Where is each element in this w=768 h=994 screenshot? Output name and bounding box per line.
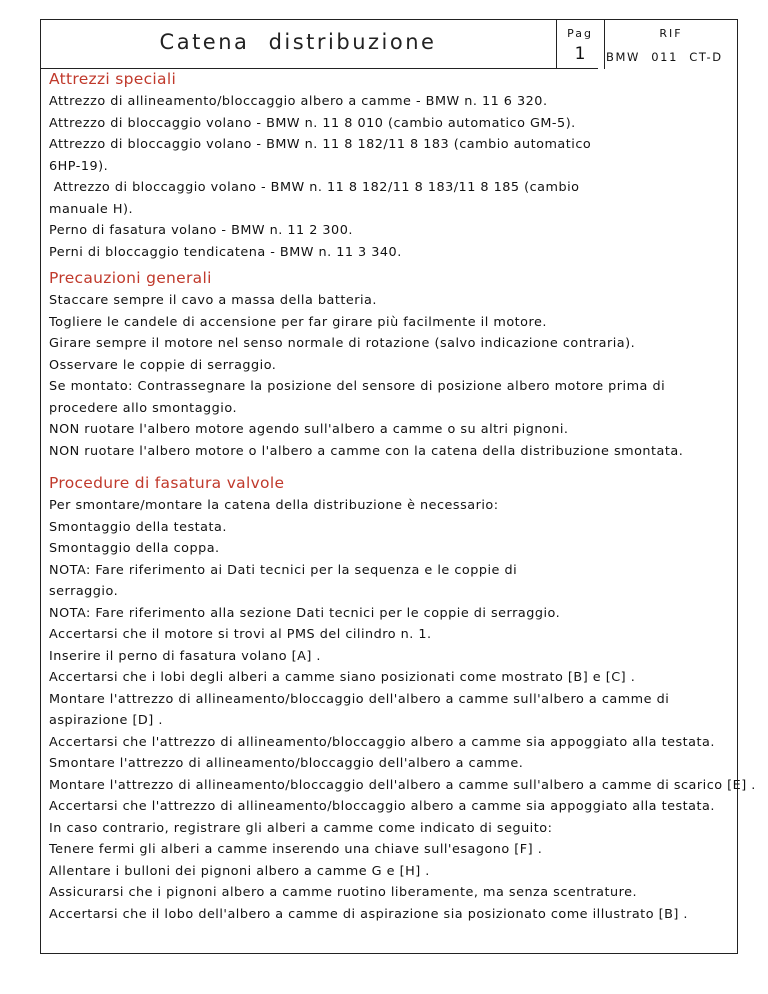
- text-line: Girare sempre il motore nel senso normale di rotazione (salvo indicazione contraria).: [49, 336, 636, 351]
- section-valve-timing: [49, 472, 756, 925]
- text-line: Tenere fermi gli alberi a camme inserendo una chiave sull'esagono [F] .: [49, 842, 543, 857]
- section-heading: Precauzioni generali: [49, 269, 212, 287]
- text-line: Allentare i bulloni dei pignoni albero a camme G e [H] .: [49, 863, 430, 879]
- text-line: NON ruotare l'albero motore agendo sull'albero a camme o su altri pignoni.: [49, 422, 569, 437]
- text-line: Accertarsi che i lobi degli alberi a camme siano posizionati come mostrato [B] e [C] .: [49, 670, 636, 685]
- text-line: Togliere le candele di accensione per far girare più facilmente il motore.: [49, 314, 547, 330]
- reference-label: RIF: [659, 27, 683, 40]
- text-line: Attrezzo di bloccaggio volano - BMW n. 11 8 182/11 8 183/11 8 185 (cambio: [49, 180, 580, 195]
- text-line: NON ruotare l'albero motore o l'albero a camme con la catena della distribuzione smontata.: [49, 443, 684, 459]
- page-number: 1: [574, 44, 586, 64]
- text-line: Per smontare/montare la catena della distribuzione è necessario:: [49, 498, 499, 513]
- text-line: Smontare l'attrezzo di allineamento/bloccaggio dell'albero a camme.: [49, 756, 524, 771]
- reference-code: BMW 011 CT-D: [606, 50, 723, 64]
- text-line: manuale H).: [49, 201, 134, 217]
- text-line: NOTA: Fare riferimento alla sezione Dati tecnici per le coppie di serraggio.: [49, 605, 561, 621]
- text-line: Montare l'attrezzo di allineamento/bloccaggio dell'albero a camme sull'albero a camme di: [49, 691, 670, 707]
- text-line: procedere allo smontaggio.: [49, 400, 238, 416]
- text-line: Attrezzo di bloccaggio volano - BMW n. 11 8 010 (cambio automatico GM-5).: [49, 115, 576, 131]
- text-line: Accertarsi che l'attrezzo di allineamento/bloccaggio albero a camme sia appoggiato alla testata.: [49, 734, 715, 750]
- section-heading: Procedure di fasatura valvole: [49, 474, 285, 492]
- text-line: Accertarsi che il motore si trovi al PMS del cilindro n. 1.: [49, 627, 432, 642]
- text-line: Accertarsi che l'attrezzo di allineamento/bloccaggio albero a camme sia appoggiato alla testata.: [49, 799, 715, 814]
- text-line: aspirazione [D] .: [49, 713, 163, 728]
- section-special-tools: [49, 68, 734, 263]
- section-heading: Attrezzi speciali: [49, 70, 177, 88]
- text-line: Smontaggio della coppa.: [49, 541, 220, 556]
- page-label: Pag: [567, 27, 593, 40]
- text-line: Attrezzo di bloccaggio volano - BMW n. 11 8 182/11 8 183 (cambio automatico: [49, 137, 592, 152]
- text-line: Assicurarsi che i pignoni albero a camme ruotino liberamente, ma senza scentrature.: [49, 885, 638, 900]
- text-line: Perni di bloccaggio tendicatena - BMW n. 11 3 340.: [49, 244, 402, 260]
- text-line: 6HP-19).: [49, 158, 109, 174]
- text-line: Smontaggio della testata.: [49, 519, 227, 535]
- text-line: Montare l'attrezzo di allineamento/bloccaggio dell'albero a camme sull'albero a camme di scarico [E] .: [49, 777, 756, 793]
- document-title: Catena distribuzione: [159, 30, 437, 54]
- text-line: NOTA: Fare riferimento ai Dati tecnici per la sequenza e le coppie di: [49, 562, 518, 578]
- text-line: serraggio.: [49, 584, 119, 599]
- section-general-precautions: [49, 267, 734, 462]
- text-line: In caso contrario, registrare gli alberi a camme come indicato di seguito:: [49, 820, 553, 836]
- document-body: [49, 68, 756, 929]
- text-line: Accertarsi che il lobo dell'albero a camme di aspirazione sia posizionato come illustrato [B] .: [49, 906, 688, 922]
- text-line: Perno di fasatura volano - BMW n. 11 2 300.: [49, 223, 353, 238]
- text-line: Osservare le coppie di serraggio.: [49, 357, 277, 373]
- text-line: Staccare sempre il cavo a massa della batteria.: [49, 293, 377, 308]
- text-line: Attrezzo di allineamento/bloccaggio albero a camme - BMW n. 11 6 320.: [49, 94, 548, 109]
- text-line: Inserire il perno di fasatura volano [A] .: [49, 648, 321, 664]
- text-line: Se montato: Contrassegnare la posizione del sensore di posizione albero motore prima di: [49, 379, 666, 394]
